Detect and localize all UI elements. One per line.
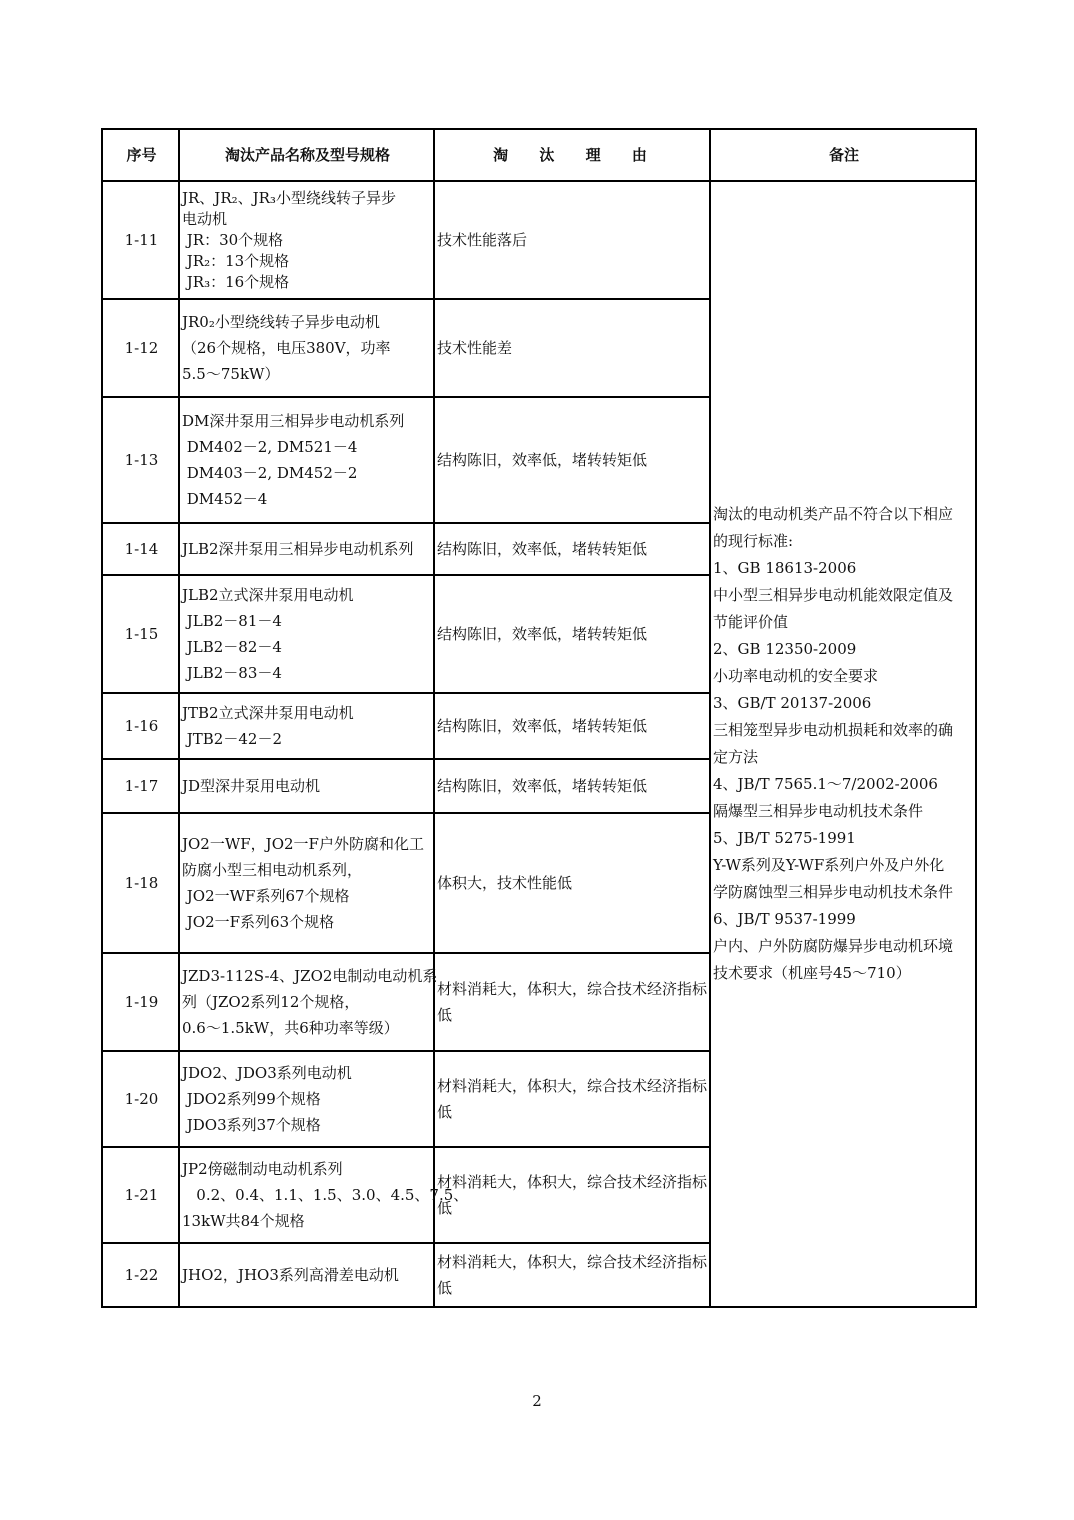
product-name-line: JR：30个规格 bbox=[182, 230, 284, 249]
remark-line: 的现行标准: bbox=[713, 532, 794, 550]
eliminated-products-table-wrapper bbox=[101, 128, 977, 1308]
header-reason: 淘 汰 理 由 bbox=[434, 129, 710, 181]
product-name-line: JR、JR₂、JR₃小型绕线转子异步 bbox=[182, 188, 396, 207]
row-reason: 技术性能差 bbox=[434, 299, 710, 397]
row-reason: 结构陈旧，效率低，堵转转矩低 bbox=[434, 523, 710, 575]
product-name-line: JD型深井泵用电动机 bbox=[182, 777, 321, 795]
row-seq: 1-13 bbox=[102, 397, 179, 523]
remark-line: 定方法 bbox=[713, 748, 759, 766]
product-name-line: JP2傍磁制动电动机系列 bbox=[182, 1160, 343, 1178]
row-reason: 技术性能落后 bbox=[434, 181, 710, 299]
product-name-line: JTB2立式深井泵用电动机 bbox=[182, 704, 354, 722]
row-product-name bbox=[179, 953, 438, 1051]
row-seq: 1-17 bbox=[102, 759, 179, 813]
product-name-line: JO2一WF系列67个规格 bbox=[182, 887, 350, 905]
row-reason: 材料消耗大，体积大，综合技术经济指标低 bbox=[434, 1147, 710, 1243]
row-reason: 体积大，技术性能低 bbox=[434, 813, 710, 953]
remark-line: 技术要求（机座号45～710） bbox=[713, 964, 911, 982]
row-reason: 结构陈旧，效率低，堵转转矩低 bbox=[434, 575, 710, 693]
product-name-line: JO2一F系列63个规格 bbox=[182, 913, 335, 931]
row-product-name bbox=[179, 397, 434, 523]
product-name-line: JLB2－83－4 bbox=[182, 664, 282, 682]
remark-line: 小功率电动机的安全要求 bbox=[713, 667, 879, 685]
remark-line: 3、GB/T 20137-2006 bbox=[713, 694, 872, 712]
product-name-line: JR₃：16个规格 bbox=[182, 272, 290, 291]
row-product-name bbox=[179, 575, 434, 693]
remark-line: 隔爆型三相异步电动机技术条件 bbox=[713, 802, 924, 820]
row-product-name bbox=[179, 813, 434, 953]
product-name-line: 0.6～1.5kW，共6种功率等级） bbox=[182, 1019, 399, 1037]
product-name-line: 防腐小型三相电动机系列， bbox=[182, 861, 363, 879]
row-seq: 1-22 bbox=[102, 1243, 179, 1307]
product-name-line: JR0₂小型绕线转子异步电动机 bbox=[182, 313, 380, 331]
product-name-line: JDO2、JDO3系列电动机 bbox=[182, 1064, 352, 1082]
row-seq: 1-21 bbox=[102, 1147, 179, 1243]
row-product-name bbox=[179, 1243, 434, 1307]
eliminated-products-table bbox=[101, 128, 977, 1308]
product-name-line: JZD3-112S-4、JZO2电制动电动机系 bbox=[182, 967, 438, 985]
row-product-name bbox=[179, 523, 434, 575]
product-name-line: 列（JZO2系列12个规格， bbox=[182, 993, 360, 1011]
product-name-line: 0.2、0.4、1.1、1.5、3.0、4.5、7.5、 bbox=[182, 1186, 469, 1204]
product-name-line: JTB2－42－2 bbox=[182, 730, 282, 748]
remark-line: 5、JB/T 5275-1991 bbox=[713, 829, 856, 847]
product-name-line: （26个规格，电压380V，功率 bbox=[182, 339, 391, 357]
table-header-row bbox=[102, 129, 976, 181]
row-seq: 1-11 bbox=[102, 181, 179, 299]
remark-line: 6、JB/T 9537-1999 bbox=[713, 910, 856, 928]
row-seq: 1-19 bbox=[102, 953, 179, 1051]
remark-cell bbox=[710, 181, 976, 1307]
remark-line: 学防腐蚀型三相异步电动机技术条件 bbox=[713, 883, 954, 901]
product-name-line: JLB2－82－4 bbox=[182, 638, 282, 656]
product-name-line: 电动机 bbox=[182, 209, 228, 228]
header-product-name: 淘汰产品名称及型号规格 bbox=[179, 129, 434, 181]
remark-line: 三相笼型异步电动机损耗和效率的确 bbox=[713, 721, 954, 739]
row-seq: 1-12 bbox=[102, 299, 179, 397]
remark-line: 2、GB 12350-2009 bbox=[713, 640, 857, 658]
product-name-line: JDO3系列37个规格 bbox=[182, 1116, 321, 1134]
remark-line: 中小型三相异步电动机能效限定值及 bbox=[713, 586, 954, 604]
product-name-line: 5.5～75kW） bbox=[182, 365, 280, 383]
table-row bbox=[102, 181, 976, 299]
row-seq: 1-14 bbox=[102, 523, 179, 575]
row-reason: 结构陈旧，效率低，堵转转矩低 bbox=[434, 397, 710, 523]
product-name-line: JR₂：13个规格 bbox=[182, 251, 290, 270]
row-seq: 1-18 bbox=[102, 813, 179, 953]
page-number: 2 bbox=[532, 1392, 542, 1410]
row-product-name bbox=[179, 693, 434, 759]
header-remark: 备注 bbox=[710, 129, 976, 181]
row-seq: 1-15 bbox=[102, 575, 179, 693]
row-reason: 材料消耗大，体积大，综合技术经济指标低 bbox=[434, 1243, 710, 1307]
row-product-name bbox=[179, 759, 434, 813]
row-product-name bbox=[179, 1147, 469, 1243]
row-seq: 1-16 bbox=[102, 693, 179, 759]
remark-line: 户内、户外防腐防爆异步电动机环境 bbox=[713, 937, 954, 955]
product-name-line: DM452－4 bbox=[182, 490, 268, 508]
remark-line: Y-W系列及Y-WF系列户外及户外化 bbox=[713, 856, 945, 874]
remark-line: 淘汰的电动机类产品不符合以下相应 bbox=[713, 505, 954, 523]
product-name-line: JLB2深井泵用三相异步电动机系列 bbox=[182, 540, 414, 558]
row-reason: 材料消耗大，体积大，综合技术经济指标低 bbox=[434, 953, 710, 1051]
product-name-line: JDO2系列99个规格 bbox=[182, 1090, 321, 1108]
remark-line: 4、JB/T 7565.1～7/2002-2006 bbox=[713, 775, 938, 793]
product-name-line: DM403－2, DM452－2 bbox=[182, 464, 358, 482]
remark-line: 节能评价值 bbox=[713, 613, 789, 631]
row-reason: 材料消耗大，体积大，综合技术经济指标低 bbox=[434, 1051, 710, 1147]
product-name-line: DM402－2, DM521－4 bbox=[182, 438, 358, 456]
row-seq: 1-20 bbox=[102, 1051, 179, 1147]
product-name-line: 13kW共84个规格 bbox=[182, 1212, 305, 1230]
row-reason: 结构陈旧，效率低，堵转转矩低 bbox=[434, 693, 710, 759]
row-reason: 结构陈旧，效率低，堵转转矩低 bbox=[434, 759, 710, 813]
row-product-name bbox=[179, 1051, 434, 1147]
product-name-line: JLB2－81－4 bbox=[182, 612, 282, 630]
header-seq: 序号 bbox=[102, 129, 179, 181]
product-name-line: JLB2立式深井泵用电动机 bbox=[182, 586, 354, 604]
row-product-name bbox=[179, 299, 434, 397]
product-name-line: DM深井泵用三相异步电动机系列 bbox=[182, 412, 405, 430]
product-name-line: JHO2，JHO3系列高滑差电动机 bbox=[182, 1266, 399, 1284]
remark-line: 1、GB 18613-2006 bbox=[713, 559, 857, 577]
row-product-name bbox=[179, 181, 434, 299]
product-name-line: JO2一WF，JO2一F户外防腐和化工 bbox=[182, 835, 424, 853]
